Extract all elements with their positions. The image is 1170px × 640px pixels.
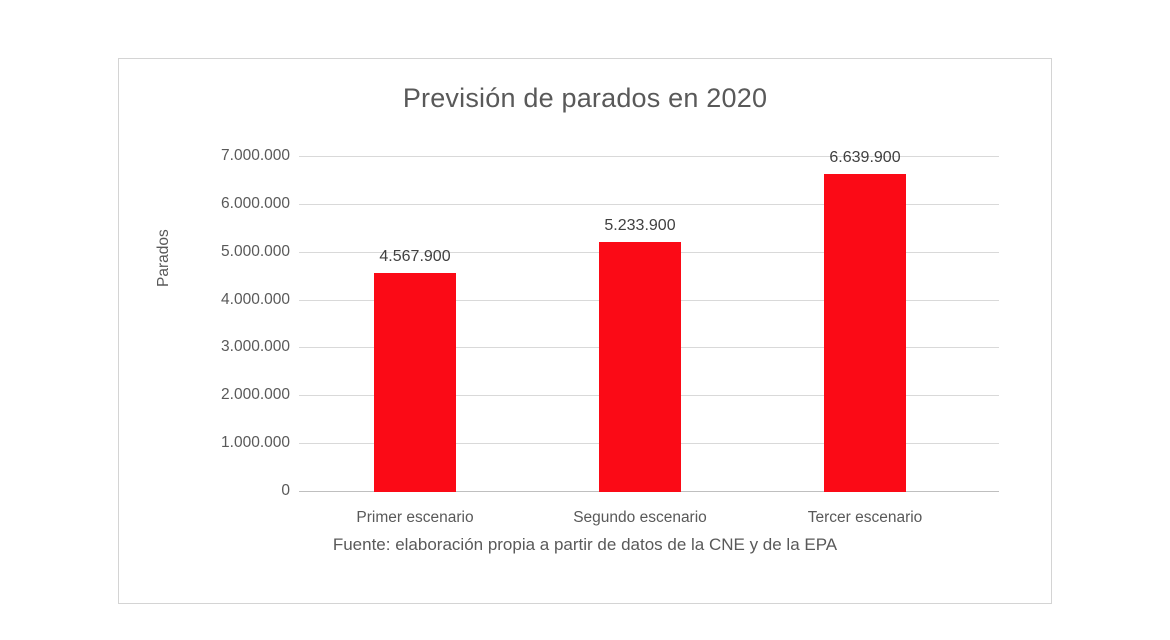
bar-tercer-escenario[interactable]	[807, 149, 923, 526]
plot-area	[221, 147, 999, 526]
x-tick-label: Segundo escenario	[573, 509, 707, 526]
y-tick-label: 7.000.000	[221, 147, 290, 164]
x-tick-label: Tercer escenario	[807, 509, 923, 526]
bar-segundo-escenario[interactable]	[573, 216, 707, 526]
y-tick-label: 3.000.000	[221, 338, 290, 356]
y-axis-title: Parados	[155, 229, 172, 287]
bar-value-label: 6.639.900	[829, 149, 901, 167]
x-tick-label: Primer escenario	[356, 509, 474, 526]
y-tick-label: 5.000.000	[221, 242, 290, 260]
y-tick-label: 0	[281, 482, 290, 499]
chart-container	[118, 58, 1052, 604]
bar-value-label: 4.567.900	[379, 248, 451, 266]
chart-title: Previsión de parados en 2020	[402, 83, 768, 113]
y-tick-label: 4.000.000	[221, 290, 290, 308]
bar-primer-escenario[interactable]	[356, 248, 474, 526]
y-tick-label: 2.000.000	[221, 386, 290, 404]
chart-source-note: Fuente: elaboración propia a partir de datos de la CNE y de la EPA	[332, 535, 838, 554]
y-tick-label: 6.000.000	[221, 194, 290, 212]
bar-value-label: 5.233.900	[604, 216, 676, 234]
y-tick-label: 1.000.000	[221, 434, 290, 452]
